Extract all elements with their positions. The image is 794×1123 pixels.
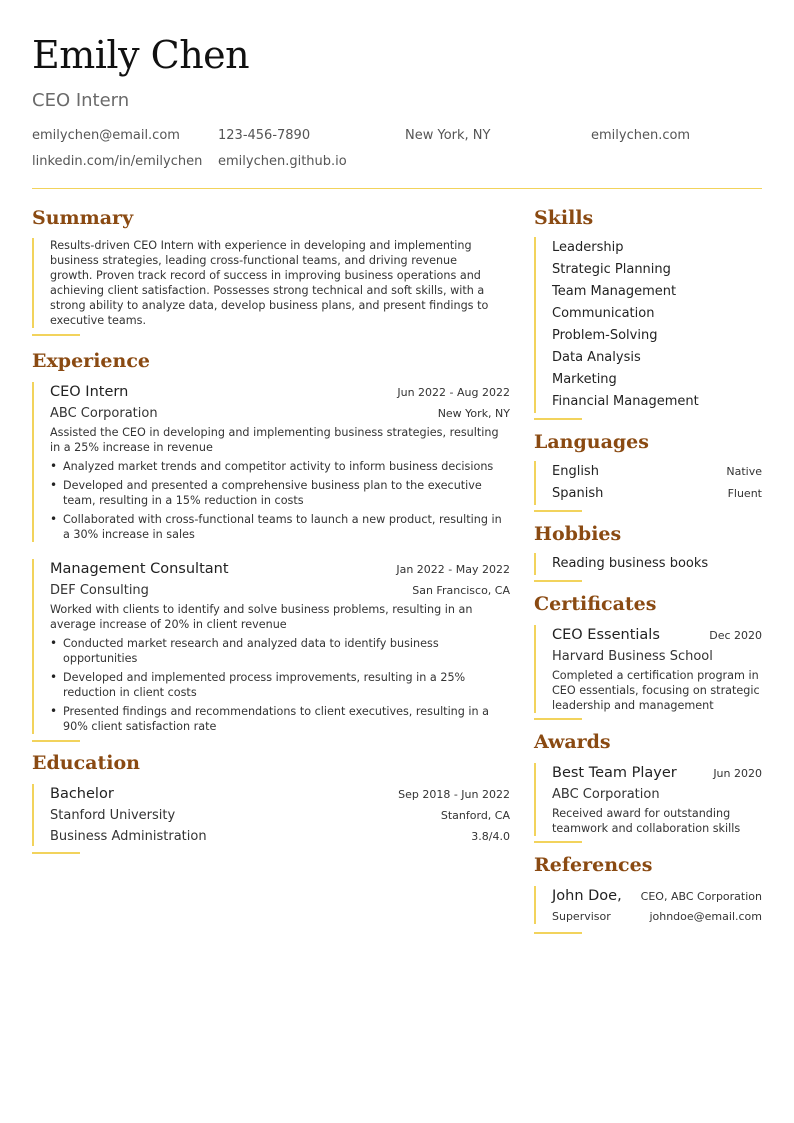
references-heading: References — [534, 854, 653, 876]
language-name: Spanish — [552, 486, 604, 501]
job-bullet: • Collaborated with cross-functional teams to launch a new product, resulting in a 30% increase in sales — [50, 512, 510, 542]
skill-item: Marketing — [552, 372, 617, 387]
candidate-role: CEO Intern — [32, 90, 130, 111]
summary-block — [32, 238, 510, 328]
award-name: Best Team Player — [552, 765, 677, 781]
language-name: English — [552, 464, 599, 479]
reference-item — [534, 886, 762, 924]
section-rule — [534, 580, 582, 582]
candidate-name: Emily Chen — [32, 33, 250, 77]
award-date: Jun 2020 — [713, 767, 762, 780]
languages-list — [534, 461, 762, 505]
skill-item: Data Analysis — [552, 350, 641, 365]
job-dates: Jun 2022 - Aug 2022 — [397, 386, 510, 399]
certificate-item — [534, 625, 762, 713]
language-level: Fluent — [727, 487, 762, 500]
job-position: CEO Intern — [50, 384, 129, 400]
job-company: DEF Consulting — [50, 583, 149, 598]
reference-name: John Doe, — [552, 888, 622, 904]
resume-header — [32, 32, 762, 169]
hobbies-heading: Hobbies — [534, 523, 622, 545]
section-rule — [534, 718, 582, 720]
summary-heading: Summary — [32, 207, 134, 229]
section-rule — [534, 418, 582, 420]
header-divider — [32, 188, 762, 189]
job-bullet: • Analyzed market trends and competitor activity to inform business decisions — [50, 459, 510, 474]
references-section — [534, 852, 762, 934]
hobby-item: Reading business books — [552, 556, 709, 571]
section-rule — [32, 740, 80, 742]
hobbies-section — [534, 521, 762, 582]
section-rule — [32, 334, 80, 336]
job-location: New York, NY — [437, 407, 510, 420]
awards-section — [534, 729, 762, 843]
job-bullets — [50, 459, 510, 542]
certificate-issuer: Harvard Business School — [552, 649, 713, 664]
education-location: Stanford, CA — [440, 809, 510, 822]
education-school: Stanford University — [50, 808, 176, 823]
skill-item: Problem-Solving — [552, 328, 658, 343]
experience-heading: Experience — [32, 350, 150, 372]
experience-item — [32, 559, 510, 734]
job-description: Worked with clients to identify and solve business problems, resulting in an average increase of 20% in client revenue — [50, 603, 473, 631]
language-level: Native — [726, 465, 762, 478]
contact-phone[interactable]: 123-456-7890 — [218, 128, 311, 143]
contact-github[interactable]: emilychen.github.io — [218, 154, 347, 169]
award-description: Received award for outstanding teamwork and collaboration skills — [552, 807, 741, 835]
contact-location: New York, NY — [405, 128, 491, 143]
experience-item — [32, 382, 510, 542]
skill-item: Team Management — [552, 284, 677, 299]
certificate-date: Dec 2020 — [709, 629, 762, 642]
certificate-name: CEO Essentials — [552, 627, 660, 643]
skill-item: Financial Management — [552, 394, 699, 409]
left-column — [32, 205, 510, 854]
experience-section — [32, 348, 510, 742]
job-bullets — [50, 636, 510, 734]
contact-linkedin[interactable]: linkedin.com/in/emilychen — [32, 154, 203, 169]
summary-text: Results-driven CEO Intern with experience in developing and implementing business strategies, leading cross-functional teams, and driving revenue growth. Proven track record of success in improving business operations and achieving client satisfaction. Possesses strong technical and soft skills, with a strong ability to analyze data, develop business plans, and present findings to executive teams. — [50, 239, 489, 327]
job-bullet: • Developed and implemented process improvements, resulting in a 25% reduction in client costs — [50, 670, 510, 700]
job-description: Assisted the CEO in developing and implementing business strategies, resulting in a 25% increase in revenue — [50, 426, 499, 454]
education-item — [32, 784, 510, 846]
skills-heading: Skills — [534, 207, 594, 229]
education-degree: Bachelor — [50, 786, 114, 802]
job-bullet: • Developed and presented a comprehensive business plan to the executive team, resulting in a 15% reduction in costs — [50, 478, 510, 508]
education-section — [32, 750, 510, 854]
skill-item: Communication — [552, 306, 655, 321]
awards-heading: Awards — [534, 731, 611, 753]
languages-section — [534, 429, 762, 512]
education-heading: Education — [32, 752, 140, 774]
certificate-description: Completed a certification program in CEO essentials, focusing on strategic leadership and management — [552, 669, 760, 712]
award-item — [534, 763, 762, 836]
certificates-heading: Certificates — [534, 593, 657, 615]
skill-item: Leadership — [552, 240, 624, 255]
skill-item: Strategic Planning — [552, 262, 671, 277]
reference-company: CEO, ABC Corporation — [640, 890, 762, 903]
reference-email[interactable]: johndoe@email.com — [649, 910, 762, 923]
contact-website[interactable]: emilychen.com — [591, 128, 691, 143]
section-rule — [534, 841, 582, 843]
section-rule — [32, 852, 80, 854]
job-dates: Jan 2022 - May 2022 — [396, 563, 510, 576]
education-gpa: 3.8/4.0 — [471, 830, 510, 843]
education-dates: Sep 2018 - Jun 2022 — [398, 788, 510, 801]
award-issuer: ABC Corporation — [552, 787, 660, 802]
education-field: Business Administration — [50, 829, 207, 844]
summary-section — [32, 205, 510, 336]
contact-email[interactable]: emilychen@email.com — [32, 128, 180, 143]
job-position: Management Consultant — [50, 561, 229, 577]
skills-section — [534, 205, 762, 420]
section-rule — [534, 932, 582, 934]
reference-relation: Supervisor — [552, 910, 611, 923]
job-bullet: • Conducted market research and analyzed data to identify business opportunities — [50, 636, 510, 666]
job-location: San Francisco, CA — [412, 584, 510, 597]
certificates-section — [534, 591, 762, 720]
right-column — [534, 205, 762, 934]
languages-heading: Languages — [534, 431, 649, 453]
skills-list — [534, 237, 762, 413]
hobbies-list — [534, 553, 762, 575]
job-bullet: • Presented findings and recommendations to client executives, resulting in a 90% client satisfaction rate — [50, 704, 510, 734]
job-company: ABC Corporation — [50, 406, 158, 421]
section-rule — [534, 510, 582, 512]
